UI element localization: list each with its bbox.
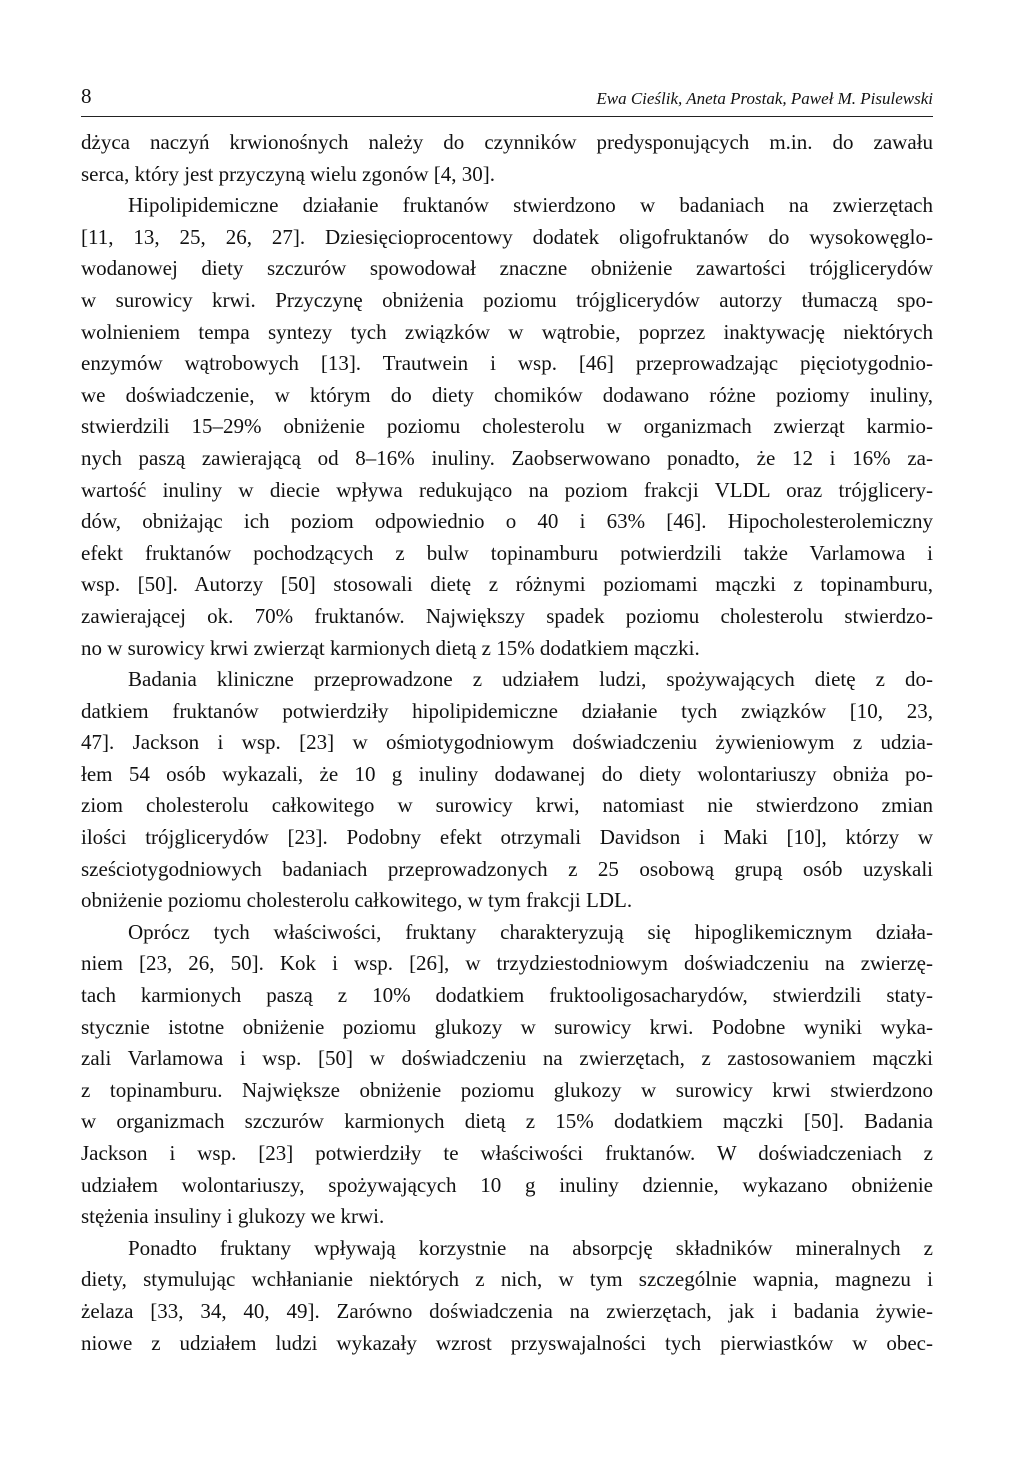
text-line: serca, który jest przyczyną wielu zgonów [4, 30]. [81, 161, 496, 186]
text-line: obniżenie poziomu cholesterolu całkowitego, w tym frakcji LDL. [81, 888, 633, 913]
paragraph [81, 190, 933, 664]
text-line: łem 54 osób wykazali, że 10 g inuliny dodawanej do diety wolontariuszy obniża po- [81, 761, 933, 786]
paragraph [81, 1233, 933, 1359]
paragraph [81, 664, 933, 917]
page-number: 8 [81, 84, 92, 108]
text-line: w organizmach szczurów karmionych dietą z 15% dodatkiem mączki [50]. Badania [81, 1109, 933, 1134]
text-line: Hipolipidemiczne działanie fruktanów stwierdzono w badaniach na zwierzętach [128, 193, 933, 218]
text-line: no w surowicy krwi zwierząt karmionych dietą z 15% dodatkiem mączki. [81, 635, 700, 660]
text-line: z topinamburu. Największe obniżenie poziomu glukozy w surowicy krwi stwierdzono [81, 1077, 933, 1102]
text-line: wsp. [50]. Autorzy [50] stosowali dietę z różnymi poziomami mączki z topinamburu, [81, 572, 933, 597]
text-line: diety, stymulując wchłanianie niektórych z nich, w tym szczególnie wapnia, magnezu i [81, 1267, 933, 1292]
page-header [81, 84, 933, 117]
paragraph [81, 127, 933, 190]
text-line: żelaza [33, 34, 40, 49]. Zarówno doświadczenia na zwierzętach, jak i badania żywie- [81, 1298, 933, 1323]
text-line: ziom cholesterolu całkowitego w surowicy krwi, natomiast nie stwierdzono zmian [81, 793, 933, 818]
text-line: zali Varlamowa i wsp. [50] w doświadczeniu na zwierzętach, z zastosowaniem mączki [81, 1046, 933, 1071]
text-line: wolnieniem tempa syntezy tych związków w wątrobie, poprzez inaktywację niektórych [81, 319, 933, 344]
text-line: sześciotygodniowych badaniach przeprowadzonych z 25 osobową grupą osób uzyskali [81, 856, 933, 881]
text-line: dów, obniżając ich poziom odpowiednio o 40 i 63% [46]. Hipocholesterolemiczny [81, 509, 933, 534]
text-line: stwierdzili 15–29% obniżenie poziomu cholesterolu w organizmach zwierząt karmio- [81, 414, 933, 439]
text-line: zawierającej ok. 70% fruktanów. Największy spadek poziomu cholesterolu stwierdzo- [81, 603, 933, 628]
text-line: [11, 13, 25, 26, 27]. Dziesięcioprocentowy dodatek oligofruktanów do wysokowęglo- [81, 224, 933, 249]
text-line: stycznie istotne obniżenie poziomu glukozy w surowicy krwi. Podobne wyniki wyka- [81, 1014, 933, 1039]
text-line: enzymów wątrobowych [13]. Trautwein i wsp. [46] przeprowadzając pięciotygodnio- [81, 351, 933, 376]
text-line: udziałem wolontariuszy, spożywających 10 g inuliny dziennie, wykazano obniżenie [81, 1172, 933, 1197]
text-line: Jackson i wsp. [23] potwierdziły te właściwości fruktanów. W doświadczeniach z [81, 1141, 933, 1165]
text-line: stężenia insuliny i glukozy we krwi. [81, 1204, 385, 1229]
text-line: efekt fruktanów pochodzących z bulw topinamburu potwierdzili także Varlamowa i [81, 540, 933, 565]
text-line: nych paszą zawierającą od 8–16% inuliny. Zaobserwowano ponadto, że 12 i 16% za- [81, 445, 933, 470]
body-text [81, 127, 933, 1359]
text-line: niem [23, 26, 50]. Kok i wsp. [26], w trzydziestodniowym doświadczeniu na zwierzę- [81, 951, 933, 976]
text-line: niowe z udziałem ludzi wykazały wzrost przyswajalności tych pierwiastków w obec- [81, 1330, 933, 1355]
running-head-authors: Ewa Cieślik, Aneta Prostak, Paweł M. Pisulewski [596, 89, 933, 108]
text-line: Oprócz tych właściwości, fruktany charakteryzują się hipoglikemicznym działa- [128, 919, 933, 944]
text-line: w surowicy krwi. Przyczynę obniżenia poziomu trójglicerydów autorzy tłumaczą spo- [81, 287, 933, 312]
text-line: dżyca naczyń krwionośnych należy do czynników predysponujących m.in. do zawału [81, 130, 933, 154]
text-line: 47]. Jackson i wsp. [23] w ośmiotygodniowym doświadczeniu żywieniowym z udzia- [81, 730, 933, 755]
text-line: ilości trójglicerydów [23]. Podobny efekt otrzymali Davidson i Maki [10], którzy w [81, 825, 933, 850]
text-line: tach karmionych paszą z 10% dodatkiem fruktooligosacharydów, stwierdzili staty- [81, 983, 933, 1008]
text-line: wodanowej diety szczurów spowodował znaczne obniżenie zawartości trójglicerydów [81, 256, 933, 281]
text-line: Badania kliniczne przeprowadzone z udziałem ludzi, spożywających dietę z do- [128, 667, 933, 692]
text-line: we doświadczenie, w którym do diety chomików dodawano różne poziomy inuliny, [81, 382, 933, 407]
text-line: datkiem fruktanów potwierdziły hipolipidemiczne działanie tych związków [10, 23, [81, 698, 933, 723]
paragraph [81, 917, 933, 1233]
text-line: wartość inuliny w diecie wpływa redukująco na poziom frakcji VLDL oraz trójglicery- [81, 477, 933, 502]
text-line: Ponadto fruktany wpływają korzystnie na absorpcję składników mineralnych z [128, 1235, 933, 1260]
